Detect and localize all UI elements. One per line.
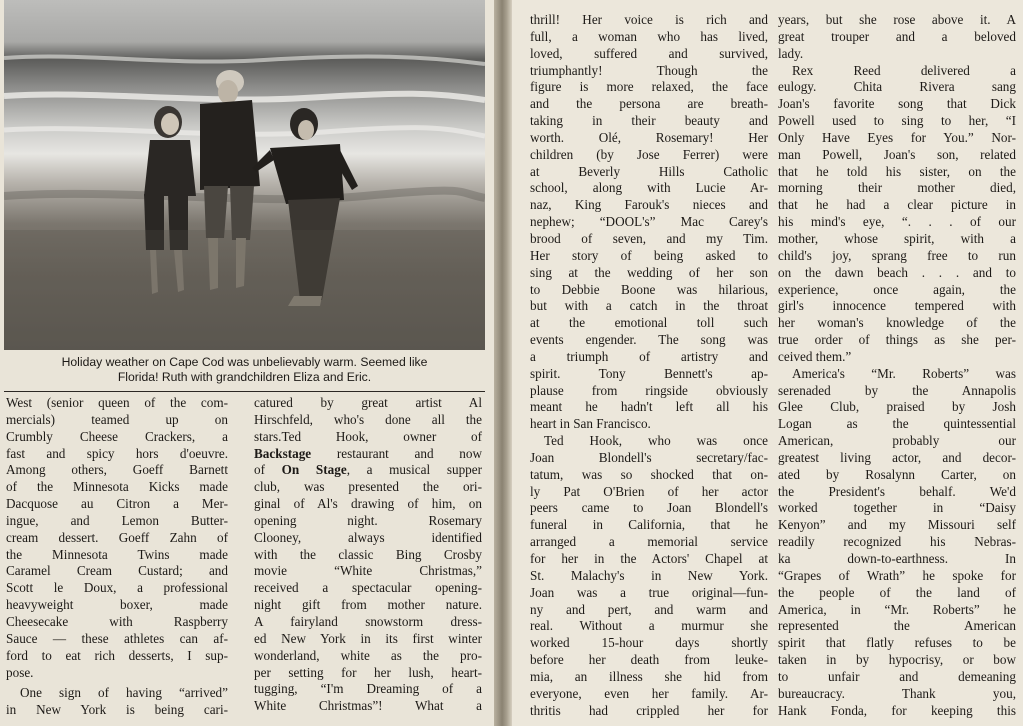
text-line: arranged a memorial service xyxy=(530,534,768,550)
text-line: catured by great artist Al xyxy=(254,395,482,410)
text-line: Glee Club, praised by Josh xyxy=(778,399,1016,415)
text-line: the President's behalf. We'd xyxy=(778,483,1016,499)
text-line: A fairyland snowstorm dress- xyxy=(254,613,482,629)
text-line: full, a woman who has lived, xyxy=(530,28,768,44)
text-line: ated by Rosalynn Carter, on xyxy=(778,466,1016,482)
text-line: Among others, Goeff Barnett xyxy=(6,462,228,478)
text-line: ceived them.” xyxy=(778,348,852,364)
text-line: ginal of Al's drawing of him, on xyxy=(254,496,482,512)
text-line: Hirschfeld, who's done all the xyxy=(254,411,482,427)
text-line: American, probably our xyxy=(778,433,1016,449)
text-line: Logan as the quintessential xyxy=(778,416,1016,432)
text-line: worked 15-hour days shortly xyxy=(530,635,768,651)
text-line: Clooney, always identified xyxy=(254,529,482,545)
text-line: serenaded by the Annapolis xyxy=(778,382,1016,398)
text-line: man Powell, Joan's son, related xyxy=(778,146,1016,162)
text-line: opening night. Rosemary xyxy=(254,512,482,528)
text-line: loved, suffered and survived, xyxy=(530,45,768,61)
text-line: Scott le Doux, a professional xyxy=(6,580,228,596)
text-line: thrill! Her voice is rich and xyxy=(530,12,768,27)
text-line: One sign of having “arrived” xyxy=(20,685,228,701)
beach-photo xyxy=(4,0,485,350)
text-line: triumphantly! Though the xyxy=(530,62,768,78)
text-line: brood of seven, and my Tim. xyxy=(530,230,768,246)
text-line: White Christmas”! What a xyxy=(254,698,482,714)
text-line: Sauce — these athletes can af- xyxy=(6,630,228,646)
text-line: that he told his sister, on the xyxy=(778,163,1016,179)
text-line: to Debbie Boone was hilarious, xyxy=(530,281,768,297)
text-line: school, along with Lucie Ar- xyxy=(530,180,768,196)
text-line: true order of things as she per- xyxy=(778,332,1016,348)
text-line: figure is more relaxed, the face xyxy=(530,79,768,95)
text-line: thritis had crippled her for xyxy=(530,702,768,718)
text-line: wonderland, white as the pro- xyxy=(254,647,482,663)
text-line: of the Minnesota Kicks made xyxy=(6,479,228,495)
text-line: plause from ringside obviously xyxy=(530,382,768,398)
text-line: Crumbly Cheese Crackers, a xyxy=(6,428,228,444)
text-line: worth. Olé, Rosemary! Her xyxy=(530,129,768,145)
text-line: children (by Jose Ferrer) were xyxy=(530,146,768,162)
text-line: spirit. Tony Bennett's ap- xyxy=(530,365,768,381)
text-line: ny and pert, and warm and xyxy=(530,601,768,617)
text-line: Cheesecake with Raspberry xyxy=(6,613,228,629)
text-line: his mind's eye, “. . . of our xyxy=(778,214,1016,230)
text-line: ly Pat O'Brien of her actor xyxy=(530,483,768,499)
photo-caption xyxy=(4,355,485,385)
beach-scene-illustration xyxy=(4,0,485,350)
caption-line: Florida! Ruth with grandchildren Eliza and Eric. xyxy=(117,370,372,384)
text-line: and the persona are breath- xyxy=(530,96,768,112)
text-line: the Minnesota Twins made xyxy=(6,546,228,562)
text-line: Joan Blondell's secretary/fac- xyxy=(530,449,768,465)
text-line: taken in by hypocrisy, or bow xyxy=(778,652,1016,668)
text-line: per setting for her lush, heart- xyxy=(254,664,482,680)
supper-club-name: On Stage xyxy=(281,462,347,478)
column-4 xyxy=(778,12,1016,719)
text-line: mia, an illness she hid from xyxy=(530,668,768,684)
text-line xyxy=(254,446,482,463)
text-line: child's joy, sprang free to run xyxy=(778,247,1016,263)
text-line: but with a catch in the throat xyxy=(530,298,768,314)
text-line: a triumph of artistry and xyxy=(530,348,768,364)
text-line: America's “Mr. Roberts” was xyxy=(792,365,1016,381)
text-line: Ted Hook, who was once xyxy=(544,433,768,449)
text-line: Her story of being asked to xyxy=(530,247,768,263)
text-line: morning their mother died, xyxy=(778,180,1016,196)
text-line: tatum, was so shocked that on- xyxy=(530,466,768,482)
text-line: nephew; “DOOL's” Mac Carey's xyxy=(530,214,768,230)
text-line: for her in the Actors' Chapel at xyxy=(530,551,768,566)
text-line: night gift from mother nature. xyxy=(254,597,482,613)
text-line: naz, King Farouk's nieces and xyxy=(530,197,768,213)
text-line: fast and spicy hors d'oeuvre. xyxy=(6,445,228,461)
text-line: West (senior queen of the com- xyxy=(6,395,228,410)
text-line: St. Malachy's in New York. xyxy=(530,567,768,583)
text-line: mercials) teamed up on xyxy=(6,411,228,427)
text-line: to unfair and demeaning xyxy=(778,668,1016,684)
text-line: ingue, and Lemon Butter- xyxy=(6,512,228,528)
text-line xyxy=(254,462,482,479)
text-line: real. Without a murmur she xyxy=(530,618,768,634)
text-line: eulogy. Chita Rivera sang xyxy=(778,79,1016,95)
text-line: America, in “Mr. Roberts” he xyxy=(778,601,1016,617)
caption-line: Holiday weather on Cape Cod was unbelievably warm. Seemed like xyxy=(61,355,428,369)
text-line: that he had a clear picture in xyxy=(778,197,1016,213)
text-line: her woman's knowledge of the xyxy=(778,315,1016,331)
column-1 xyxy=(6,395,228,719)
text-line: readily recognized his Nebras- xyxy=(778,534,1016,550)
text-line: experience, once again, the xyxy=(778,281,1016,297)
text-line: “Grapes of Wrath” he spoke for xyxy=(778,567,1016,583)
text-line: Joan was a true original—fun- xyxy=(530,584,768,600)
text-fragment: , a musical supper xyxy=(346,462,483,478)
text-line: represented the American xyxy=(778,618,1016,634)
text-line: Rex Reed delivered a xyxy=(792,62,1016,78)
text-line: lady. xyxy=(778,45,804,61)
text-line: ed New York in its first winter xyxy=(254,630,482,646)
text-line: Kenyon” and my Missouri self xyxy=(778,517,1016,533)
text-line: greatest living actor, and decor- xyxy=(778,449,1016,465)
text-line: years, but she rose above it. A xyxy=(778,12,1016,27)
left-page xyxy=(0,0,494,726)
book-gutter xyxy=(494,0,512,726)
restaurant-name: Backstage xyxy=(254,445,312,461)
text-line: funeral in California, that he xyxy=(530,517,768,533)
text-line: events engender. The song was xyxy=(530,332,768,348)
text-line: at the emotional toll such xyxy=(530,315,768,331)
text-line: ka down-to-earthness. In xyxy=(778,551,1016,566)
text-line: heavyweight boxer, made xyxy=(6,597,228,613)
text-line: bureaucracy. Thank you, xyxy=(778,685,1016,701)
text-line: Powell used to sing to her, “I xyxy=(778,113,1016,129)
text-line: Dacquose au Citron a Mer- xyxy=(6,496,228,512)
text-line: in New York is being cari- xyxy=(6,702,228,718)
text-line: Caramel Cream Custard; and xyxy=(6,563,228,579)
text-line: meant he hadn't left all his xyxy=(530,399,768,415)
text-line: at Beverly Hills Catholic xyxy=(530,163,768,179)
text-line: girl's innocence tempered with xyxy=(778,298,1016,314)
text-line: spirit that flatly refuses to be xyxy=(778,635,1016,651)
text-line: peers came to Joan Blondell's xyxy=(530,500,768,516)
text-line: before her death from leuke- xyxy=(530,652,768,668)
text-line: mother, whose spirit, with a xyxy=(778,230,1016,246)
column-2 xyxy=(254,395,482,715)
text-line: on the dawn beach . . . and to xyxy=(778,264,1016,280)
text-line: great trouper and a beloved xyxy=(778,28,1016,44)
text-line: heart in San Francisco. xyxy=(530,416,651,432)
text-line: club, was presented the ori- xyxy=(254,479,482,495)
text-line: movie “White Christmas,” xyxy=(254,563,482,579)
text-line: worked together in “Daisy xyxy=(778,500,1016,516)
text-fragment: of xyxy=(254,462,282,478)
text-line: Hank Fonda, for keeping this xyxy=(778,702,1016,718)
text-line: sing at the wedding of her son xyxy=(530,264,768,280)
column-3 xyxy=(530,12,768,719)
text-line: tugging, “I'm Dreaming of a xyxy=(254,681,482,697)
text-line: received a spectacular opening- xyxy=(254,580,482,596)
text-line: cream dessert. Goeff Zahn of xyxy=(6,529,228,545)
text-line: Only Have Eyes for You.” Nor- xyxy=(778,129,1016,145)
text-fragment: restaurant and now xyxy=(311,445,482,461)
text-line: Joan's favorite song that Dick xyxy=(778,96,1016,112)
text-line: taking in their beauty and xyxy=(530,113,768,129)
text-line: stars.Ted Hook, owner of xyxy=(254,428,482,444)
text-line: everyone, even her family. Ar- xyxy=(530,685,768,701)
text-line: with the classic Bing Crosby xyxy=(254,546,482,562)
text-line: the people of the land of xyxy=(778,584,1016,600)
text-line: ford to eat rich desserts, I sup- xyxy=(6,647,228,663)
caption-divider xyxy=(4,391,485,392)
text-line: pose. xyxy=(6,664,34,680)
